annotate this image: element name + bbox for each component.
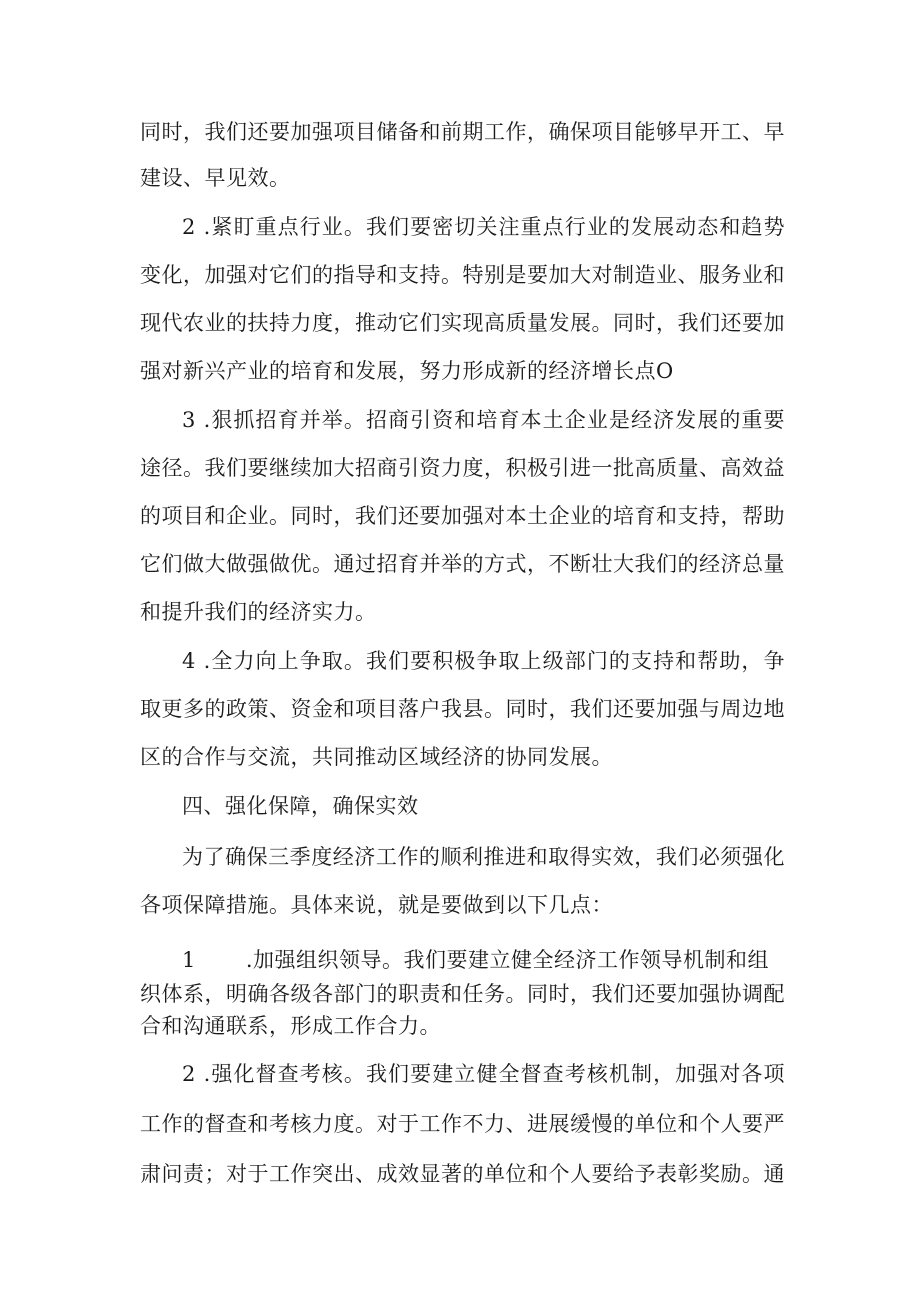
paragraph-line: 2 .紧盯重点行业。我们要密切关注重点行业的发展动态和趋势 (182, 215, 785, 239)
paragraph-line: 变化，加强对它们的指导和支持。特别是要加大对制造业、服务业和 (140, 263, 785, 287)
paragraph-text: .加强组织领导。我们要建立健全经济工作领导机制和组 (245, 948, 770, 972)
paragraph-line: 工作的督查和考核力度。对于工作不力、进展缓慢的单位和个人要严 (140, 1112, 785, 1136)
paragraph-line: 织体系，明确各级各部门的职责和任务。同时，我们还要加强协调配 (140, 982, 785, 1006)
paragraph-line: 2 .强化督查考核。我们要建立健全督查考核机制，加强对各项 (182, 1062, 785, 1086)
paragraph-line: 途径。我们要继续加大招商引资力度，积极引进一批高质量、高效益 (140, 456, 785, 480)
paragraph-line: 各项保障措施。具体来说，就是要做到以下几点： (140, 893, 613, 917)
paragraph-line: 和提升我们的经济实力。 (140, 600, 377, 624)
list-number: 1 (182, 948, 196, 972)
paragraph-line: 强对新兴产业的培育和发展，努力形成新的经济增长点O (140, 359, 674, 383)
paragraph-line: 肃问责；对于工作突出、成效显著的单位和个人要给予表彰奖励。通 (140, 1162, 785, 1186)
paragraph-line: 区的合作与交流，共同推动区域经济的协同发展。 (140, 745, 613, 769)
section-heading: 四、强化保障，确保实效 (182, 794, 419, 818)
paragraph-line: 4 .全力向上争取。我们要积极争取上级部门的支持和帮助，争 (182, 649, 785, 673)
paragraph-line: 合和沟通联系，形成工作合力。 (140, 1014, 441, 1038)
paragraph-line: 它们做大做强做优。通过招育并举的方式，不断壮大我们的经济总量 (140, 552, 785, 576)
paragraph-line: 为了确保三季度经济工作的顺利推进和取得实效，我们必须强化 (182, 845, 785, 869)
paragraph-line: 取更多的政策、资金和项目落户我县。同时，我们还要加强与周边地 (140, 697, 785, 721)
paragraph-line: 的项目和企业。同时，我们还要加强对本土企业的培育和支持，帮助 (140, 504, 785, 528)
paragraph-line (182, 946, 785, 974)
paragraph-line: 建设、早见效。 (140, 166, 291, 190)
paragraph-line: 3 .狠抓招育并举。招商引资和培育本土企业是经济发展的重要 (182, 408, 785, 432)
paragraph-line: 现代农业的扶持力度，推动它们实现高质量发展。同时，我们还要加 (140, 311, 785, 335)
paragraph-line: 同时，我们还要加强项目储备和前期工作，确保项目能够早开工、早 (140, 120, 785, 144)
